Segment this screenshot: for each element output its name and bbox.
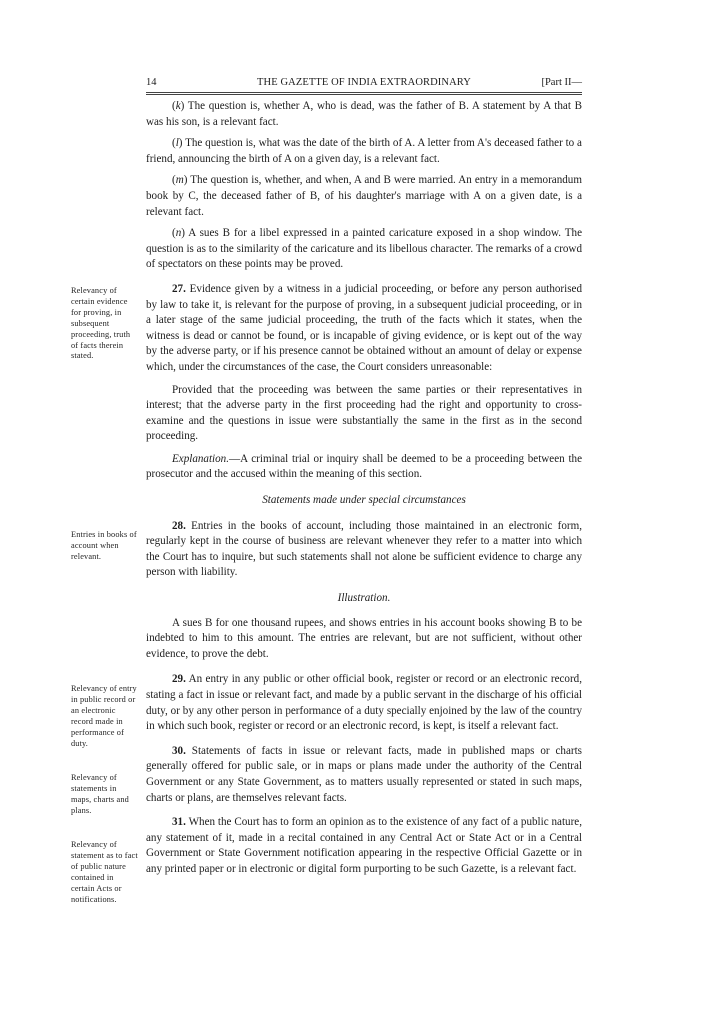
section-28-illustration: A sues B for one thousand rupees, and shows entries in his account books showing B to be indebted to him to this amount. The entries are relevant, but are not sufficient, without other evidence, to prove the debt. bbox=[146, 616, 582, 660]
marginal-note-28: Entries in books of account when relevant. bbox=[71, 530, 137, 561]
header-rule-top bbox=[146, 92, 582, 93]
section-number: 29. bbox=[172, 673, 186, 686]
illustration-l: (l) The question is, what was the date of the birth of A. A letter from A's deceased father to a friend, announcing the birth of A on a given day, is a relevant fact. bbox=[146, 137, 582, 165]
section-29: 29. An entry in any public or other official book, register or record or an electronic record, stating a fact in issue or relevant fact, and made by a public servant in the discharge of his official duty, or by any other person in performance of a duty specially enjoined by the law of the country in which such book, register or record or an electronic record, is kept, is itself a relevant fact. bbox=[146, 673, 582, 733]
explanation-label: Explanation. bbox=[172, 452, 230, 465]
section-31: 31. When the Court has to form an opinion as to the existence of any fact of a public nature, any statement of it, made in a recital contained in any Central Act or State Act or in a Central Government or State Government notification appearing in the respective Official Gazette or in any printed paper or in electronic or digital form purporting to be such Gazette, is a relevant fact. bbox=[146, 816, 582, 875]
section-27-explanation: Explanation.—A criminal trial or inquiry shall be deemed to be a proceeding between the prosecutor and the accused within the meaning of this section. bbox=[146, 452, 582, 481]
illustration-m: (m) The question is, whether, and when, A and B were married. An entry in a memorandum book by C, the deceased father of B, of his daughter's marriage with A on a given date, is a relevant fact. bbox=[146, 174, 582, 218]
section-number: 27. bbox=[172, 282, 186, 295]
section-27-proviso: Provided that the proceeding was between the same parties or their representatives in interest; that the adverse party in the first proceeding had the right and opportunity to cross-examine and the questions in issue were substantially the same in the first as in the second proceeding. bbox=[146, 383, 582, 443]
illustration-heading: Illustration. bbox=[337, 592, 391, 605]
marginal-note-29: Relevancy of entry in public record or an electronic record made in performance of duty. bbox=[71, 684, 137, 748]
page-number: 14 bbox=[146, 77, 157, 88]
marginal-note-30: Relevancy of statements in maps, charts and plans. bbox=[71, 773, 129, 815]
illustration-k: (k) The question is, whether A, who is dead, was the father of B. A statement by A that B was his son, is a relevant fact. bbox=[146, 100, 582, 128]
page-header bbox=[146, 76, 582, 90]
section-27: 27. Evidence given by a witness in a judicial proceeding, or before any person authorised by law to take it, is relevant for the purpose of proving, in a subsequent judicial proceeding, or in a later stage of the same judicial proceeding, the truth of the facts which it states, when the witness is dead or cannot be found, or is incapable of giving evidence, or is kept out of the way by the adverse party, or if his presence cannot be obtained without an amount of delay or expense which, under the circumstances of the case, the Court considers unreasonable: bbox=[146, 282, 582, 373]
part-label: [Part II— bbox=[541, 77, 582, 88]
section-number: 31. bbox=[172, 816, 186, 829]
header-rule-bottom bbox=[146, 94, 582, 95]
marginal-note-27: Relevancy of certain evidence for proving, in subsequent proceeding, truth of facts therein stated. bbox=[71, 286, 131, 361]
section-28: 28. Entries in the books of account, including those maintained in an electronic form, regularly kept in the course of business are relevant whenever they refer to a matter into which the Court has to inquire, but such statements shall not alone be sufficient evidence to charge any person with liability. bbox=[146, 519, 582, 579]
gazette-title: THE GAZETTE OF INDIA EXTRAORDINARY bbox=[257, 77, 471, 88]
section-number: 30. bbox=[172, 744, 186, 757]
marginal-note-31: Relevancy of statement as to fact of public nature contained in certain Acts or notifications. bbox=[71, 840, 138, 904]
subheading: Statements made under special circumstances bbox=[262, 494, 466, 507]
main-text bbox=[146, 99, 582, 878]
section-30: 30. Statements of facts in issue or relevant facts, made in published maps or charts generally offered for public sale, or in maps or plans made under the authority of the Central Government or any State Government, as to matters usually represented or stated in such maps, charts or plans, are themselves relevant facts. bbox=[146, 744, 582, 804]
section-number: 28. bbox=[172, 519, 186, 532]
illustration-n: (n) A sues B for a libel expressed in a painted caricature exposed in a shop window. The question is as to the similarity of the caricature and its libellous character. The remarks of a crowd of spectators on these points may be proved. bbox=[146, 227, 582, 271]
